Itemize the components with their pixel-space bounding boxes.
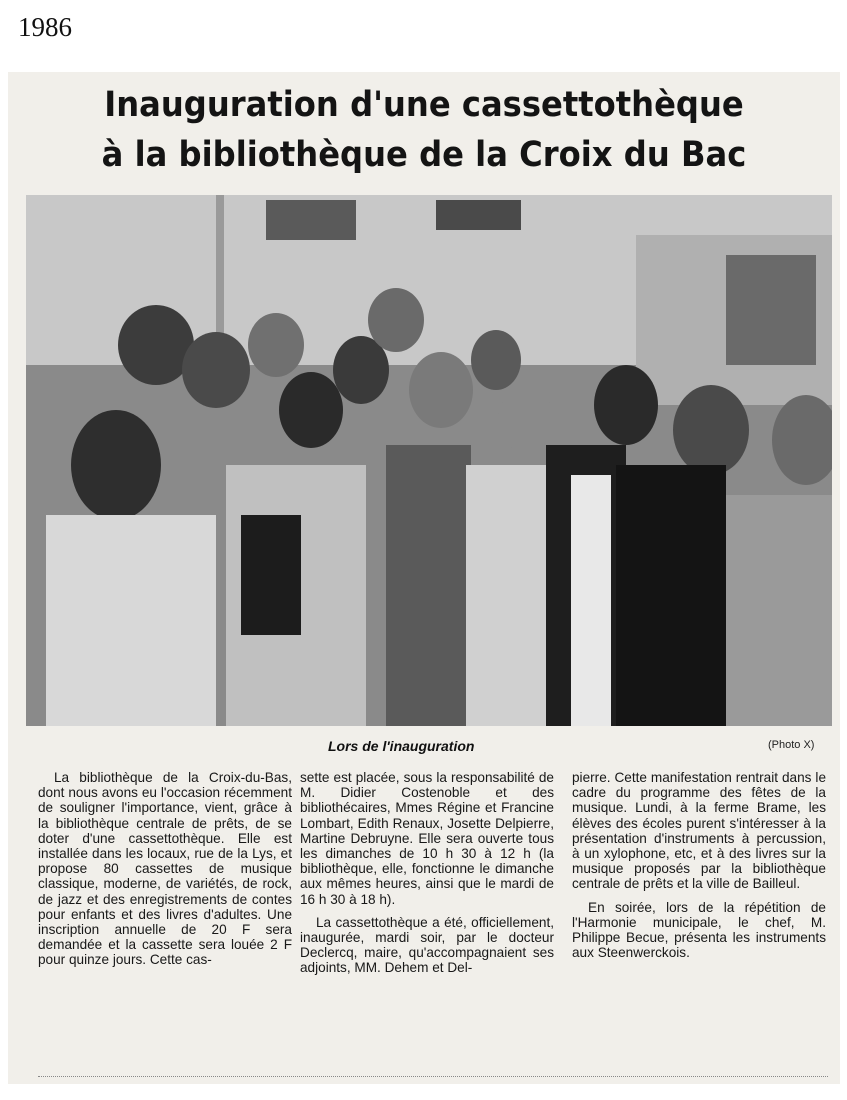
headline <box>41 80 806 180</box>
group-photo <box>26 195 832 726</box>
headline-line-2: à la bibliothèque de la Croix du Bac <box>101 135 747 175</box>
article-column-3 <box>572 770 826 968</box>
article-column-2 <box>300 770 554 984</box>
newspaper-clipping <box>8 72 840 1084</box>
year-label: 1986 <box>18 12 72 42</box>
article-paragraph: La bibliothèque de la Croix-du-Bas, dont nous avons eu l'occasion récemment de souligner l'importance, vient, grâce à la bibliothèque centrale de prêts, de se doter d'une cassettothèque. Elle est installée dans les locaux, rue de la Lys, et propose 80 cassettes de musique classique, moderne, de variétés, de rock, de jazz et des enregistrements de contes pour enfants et des livres d'adultes. Une inscription annuelle de 20 F sera demandée et la cassette sera louée 2 F pour quinze jours. Cette cas- <box>38 770 292 968</box>
article-paragraph: sette est placée, sous la responsabilité de M. Didier Costenoble et des bibliothécaires, Mmes Régine et Francine Lombart, Edith Renaux, Josette Delpierre, Martine Debruyne. Elle sera ouverte tous les dimanches de 10 h 30 à 12 h (la bibliothèque, elle, fonctionne le dimanche aux mêmes heures, ainsi que le mardi de 16 h 30 à 18 h). <box>300 770 554 907</box>
group-photo-image <box>26 195 832 726</box>
article-paragraph: pierre. Cette manifestation rentrait dans le cadre du programme des fêtes de la musique. Lundi, à la ferme Brame, les élèves des écoles purent s'intéresser à la présentation d'instruments à percussion, à un xylophone, etc, et à des livres sur la musique proposés par la bibliothèque centrale de prêts et la ville de Bailleul. <box>572 770 826 892</box>
article-paragraph: En soirée, lors de la répétition de l'Harmonie municipale, le chef, M. Philippe Becue, présenta les instruments aux Steenwerckois. <box>572 899 826 961</box>
headline-line-1: Inauguration d'une cassettothèque <box>104 85 744 125</box>
article-column-1 <box>38 770 292 976</box>
article-paragraph: La cassettothèque a été, officiellement, inaugurée, mardi soir, par le docteur Declercq, maire, qu'accompagnaient ses adjoints, MM. Dehem et Del- <box>300 914 554 976</box>
photo-credit: (Photo X) <box>768 739 815 751</box>
bottom-divider <box>38 1076 828 1078</box>
photo-caption: Lors de l'inauguration <box>328 738 475 754</box>
